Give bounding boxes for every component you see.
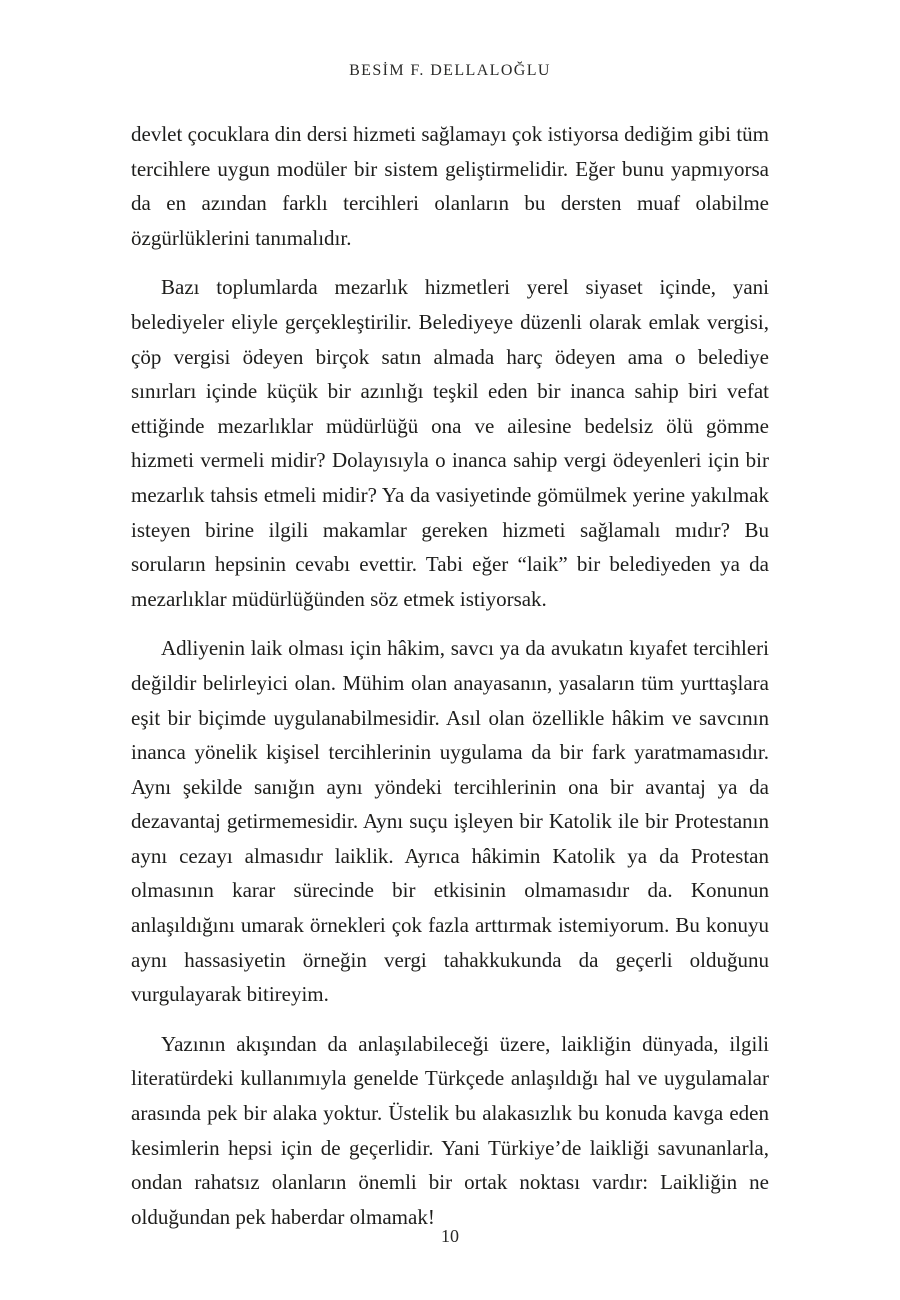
running-header: BESİM F. DELLALOĞLU	[349, 62, 551, 79]
page-number: 10	[441, 1226, 459, 1246]
paragraph-4: Yazının akışından da anlaşılabileceği üzere, laikliğin dünyada, ilgili literatürdeki kullanımıyla genelde Türkçede anlaşıldığı hal ve uygulamalar arasında pek bir alaka yoktur. Üstelik bu alakasızlık bu konuda kavga eden kesimlerin hepsi için de geçerlidir. Yani Türkiye’de laikliği savunanlarla, ondan rahatsız olanların önemli bir ortak noktası vardır: Laikliğin ne olduğundan pek haberdar olmamak!	[131, 1031, 769, 1229]
paragraph-1: devlet çocuklara din dersi hizmeti sağlamayı çok istiyorsa dediğim gibi tüm tercihlere uygun modüler bir sistem geliştirmelidir. Eğer bunu yapmıyorsa da en azından farklı tercihleri olanların bu dersten muaf olabilme özgürlüklerini tanımalıdır.	[131, 122, 769, 250]
body-text	[131, 117, 769, 1249]
paragraph-2: Bazı toplumlarda mezarlık hizmetleri yerel siyaset içinde, yani belediyeler eliyle gerçekleştirilir. Belediyeye düzenli olarak emlak vergisi, çöp vergisi ödeyen birçok satın almada harç ödeyen ama o belediye sınırları içinde küçük bir azınlığı teşkil eden bir inanca sahip biri vefat ettiğinde mezarlıklar müdürlüğü ona ve ailesine bedelsiz ölü gömme hizmeti vermeli midir? Dolayısıyla o inanca sahip vergi ödeyenleri için bir mezarlık tahsis etmeli midir? Ya da vasiyetinde gömülmek yerine yakılmak isteyen birine ilgili makamlar gereken hizmeti sağlamalı mıdır? Bu soruların hepsinin cevabı evettir. Tabi eğer “laik” bir belediyeden ya da mezarlıklar müdürlüğünden söz etmek istiyorsak.	[131, 275, 769, 611]
paragraph-3: Adliyenin laik olması için hâkim, savcı ya da avukatın kıyafet tercihleri değildir belirleyici olan. Mühim olan anayasanın, yasaların tüm yurttaşlara eşit bir biçimde uygulanabilmesidir. Asıl olan özellikle hâkim ve savcının inanca yönelik kişisel tercihlerinin uygulama da bir fark yaratmamasıdır. Aynı şekilde sanığın aynı yöndeki tercihlerinin ona bir avantaj ya da dezavantaj getirmemesidir. Aynı suçu işleyen bir Katolik ile bir Protestanın aynı cezayı almasıdır laiklik. Ayrıca hâkimin Katolik ya da Protestan olmasının karar sürecinde bir etkisinin olmamasıdır da. Konunun anlaşıldığını umarak örnekleri çok fazla arttırmak istemiyorum. Bu konuyu aynı hassasiyetin örneğin vergi tahakkukunda da geçerli olduğunu vurgulayarak bitireyim.	[131, 636, 769, 1007]
